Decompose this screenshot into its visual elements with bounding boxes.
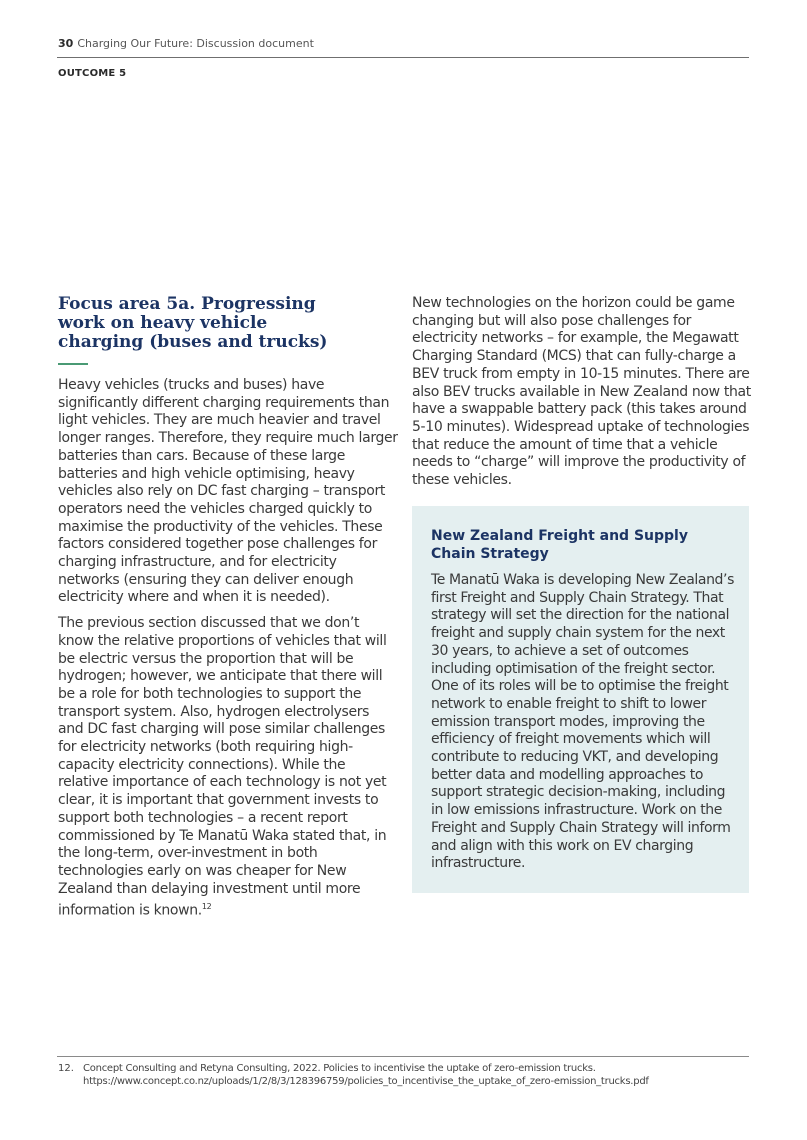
footnote	[58, 1062, 758, 1088]
body-paragraph-1: Heavy vehicles (trucks and buses) have significantly different charging requirements than light vehicles. They are much heavier and travel longer ranges. Therefore, they require much larger batteries than cars. Because of these large batteries and high vehicle optimising, heavy vehicles also rely on DC fast charging – transport operators need the vehicles charged quickly to maximise the productivity of the vehicles. These factors considered together pose challenges for charging infrastructure, and for electricity networks (ensuring they can deliver enough electricity where and when it is needed).	[58, 377, 398, 606]
page-header	[58, 37, 314, 50]
left-column	[58, 295, 398, 929]
footnote-text: Concept Consulting and Retyna Consulting, 2022. Policies to incentivise the uptake of zero-emission trucks. https://www.concept.co.nz/uploads/1/2/8/3/128396759/policies_to_incentivise_the_uptake_of_zero-emission_trucks.pdf	[83, 1063, 649, 1087]
footnote-number: 12.	[58, 1063, 74, 1074]
footnote-reference[interactable]: 12	[201, 902, 212, 912]
body-paragraph-2	[58, 615, 398, 921]
title-accent-rule	[58, 363, 88, 365]
header-divider	[57, 57, 749, 58]
right-column	[412, 295, 752, 498]
document-title: Charging Our Future: Discussion document	[77, 37, 314, 50]
callout-title: New Zealand Freight and Supply Chain Strategy	[431, 528, 688, 562]
body-paragraph-3: New technologies on the horizon could be game changing but will also pose challenges for electricity networks – for example, the Megawatt Charging Standard (MCS) that can fully-charge a BEV truck from empty in 10-15 minutes. There are also BEV trucks available in New Zealand now that have a swappable battery pack (this takes around 5-10 minutes). Widespread uptake of technologies that reduce the amount of time that a vehicle needs to “charge” will improve the productivity of these vehicles.	[412, 295, 751, 489]
callout-body: Te Manatū Waka is developing New Zealand’s first Freight and Supply Chain Strategy. That strategy will set the direction for the national freight and supply chain system for the next 30 years, to achieve a set of outcomes including optimisation of the freight sector. One of its roles will be to optimise the freight network to enable freight to shift to lower emission transport modes, improving the efficiency of freight movements which will contribute to reducing VKT, and developing better data and modelling approaches to support strategic decision-making, including in low emissions infrastructure. Work on the Freight and Supply Chain Strategy will inform and align with this work on EV charging infrastructure.	[431, 572, 734, 872]
outcome-label: OUTCOME 5	[58, 68, 127, 79]
callout-box	[412, 506, 749, 893]
footnote-divider	[57, 1056, 749, 1057]
page-number: 30	[58, 37, 74, 50]
focus-area-title: Focus area 5a. Progressing work on heavy vehicle charging (buses and trucks)	[58, 294, 328, 352]
callout-content	[431, 527, 736, 881]
body-paragraph-2-text: The previous section discussed that we don’t know the relative proportions of vehicles that will be electric versus the proportion that will be hydrogen; however, we anticipate that there will be a role for both technologies to support the transport system. Also, hydrogen electrolysers and DC fast charging will pose similar challenges for electricity networks (both requiring high-capacity electricity connections). While the relative importance of each technology is not yet clear, it is important that government invests to support both technologies – a recent report commissioned by Te Manatū Waka stated that, in the long-term, over-investment in both technologies early on was cheaper for New Zealand than delaying investment until more information is known.	[58, 615, 387, 920]
